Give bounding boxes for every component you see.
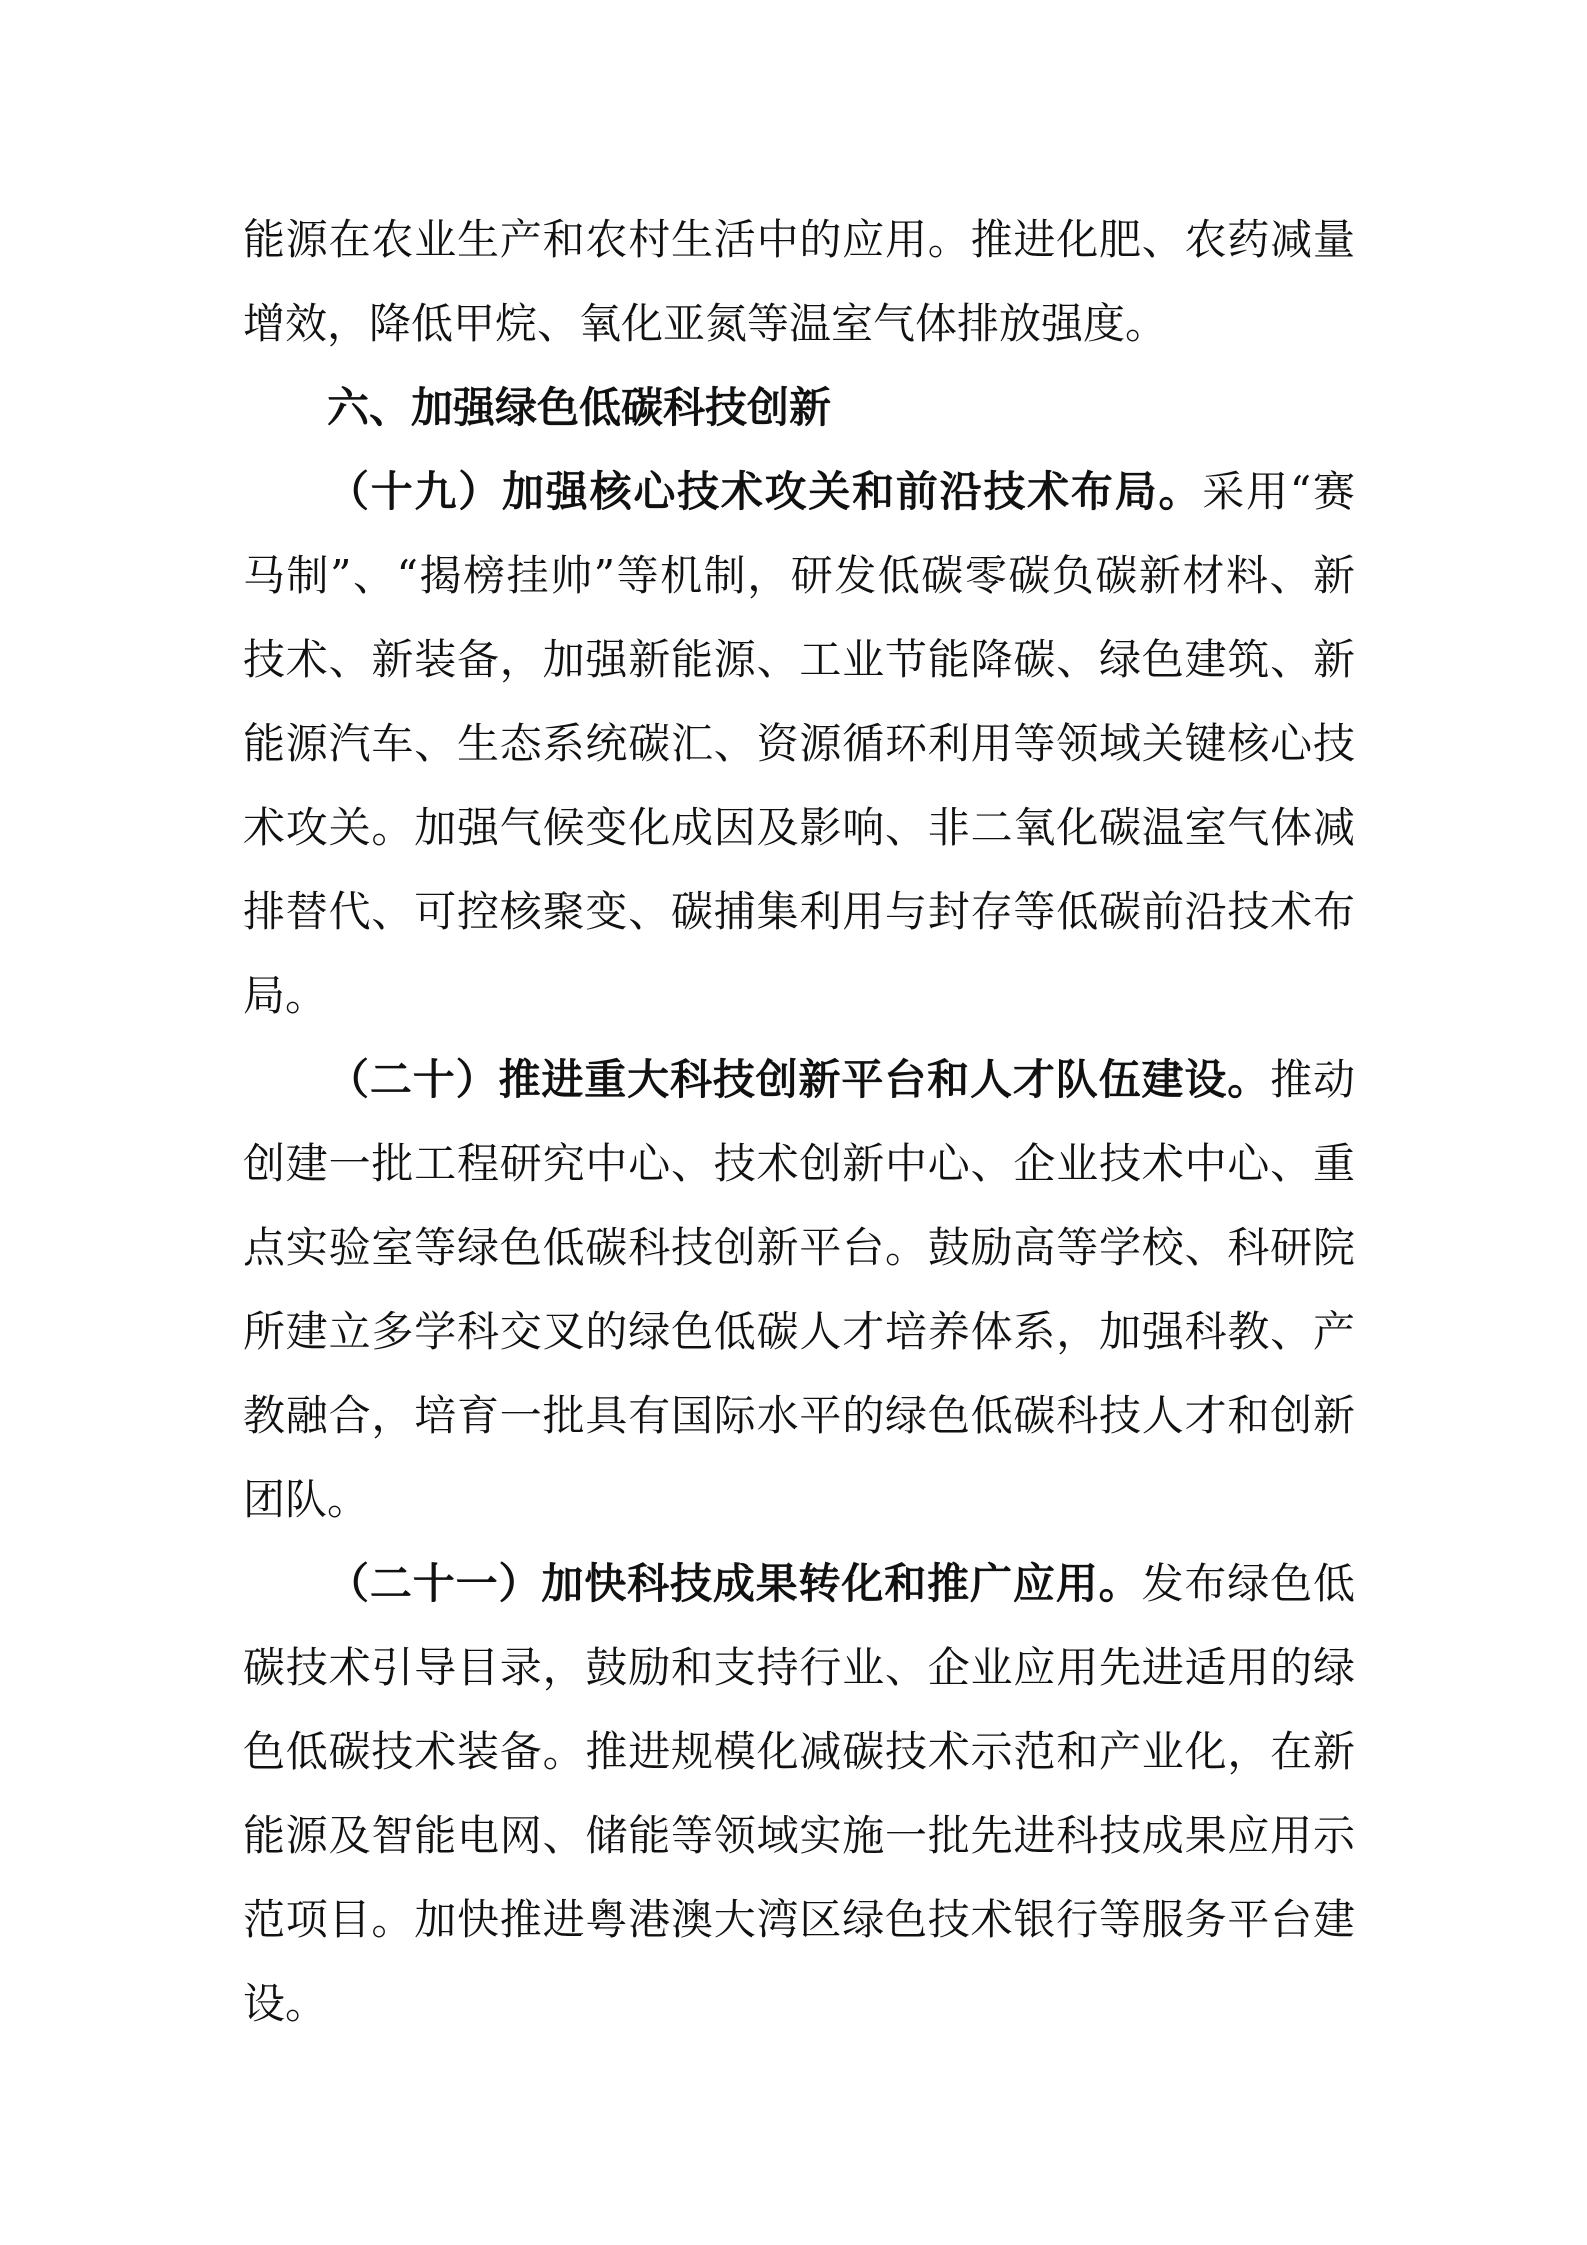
document-body [243,198,1355,2046]
paragraph-19-body: 采用“赛马制”、“揭榜挂帅”等机制，研发低碳零碳负碳新材料、新技术、新装备，加强新能源、工业节能降碳、绿色建筑、新能源汽车、生态系统碳汇、资源循环利用等领域关键核心技术攻关。加强气候变化成因及影响、非二氧化碳温室气体减排替代、可控核聚变、碳捕集利用与封存等低碳前沿技术布局。 [243,467,1355,1020]
paragraph-continued [243,198,1355,366]
paragraph-21-body: 发布绿色低碳技术引导目录，鼓励和支持行业、企业应用先进适用的绿色低碳技术装备。推进规模化减碳技术示范和产业化，在新能源及智能电网、储能等领域实施一批先进科技成果应用示范项目。加快推进粤港澳大湾区绿色技术银行等服务平台建设。 [243,1559,1355,2028]
paragraph-19-lead: （十九）加强核心技术攻关和前沿技术布局。 [327,467,1203,516]
paragraph-20-body: 推动创建一批工程研究中心、技术创新中心、企业技术中心、重点实验室等绿色低碳科技创新平台。鼓励高等学校、科研院所建立多学科交叉的绿色低碳人才培养体系，加强科教、产教融合，培育一批具有国际水平的绿色低碳科技人才和创新团队。 [243,1055,1355,1524]
paragraph-20-lead: （二十）推进重大科技创新平台和人才队伍建设。 [327,1055,1271,1104]
section-heading-text: 六、加强绿色低碳科技创新 [327,383,832,432]
paragraph-20 [243,1038,1355,1542]
paragraph-21 [243,1542,1355,2046]
paragraph-19 [243,450,1355,1038]
paragraph-text: 能源在农业生产和农村生活中的应用。推进化肥、农药减量增效，降低甲烷、氧化亚氮等温室气体排放强度。 [243,215,1355,348]
paragraph-21-lead: （二十一）加快科技成果转化和推广应用。 [327,1559,1142,1608]
section-heading-6 [243,366,1355,450]
